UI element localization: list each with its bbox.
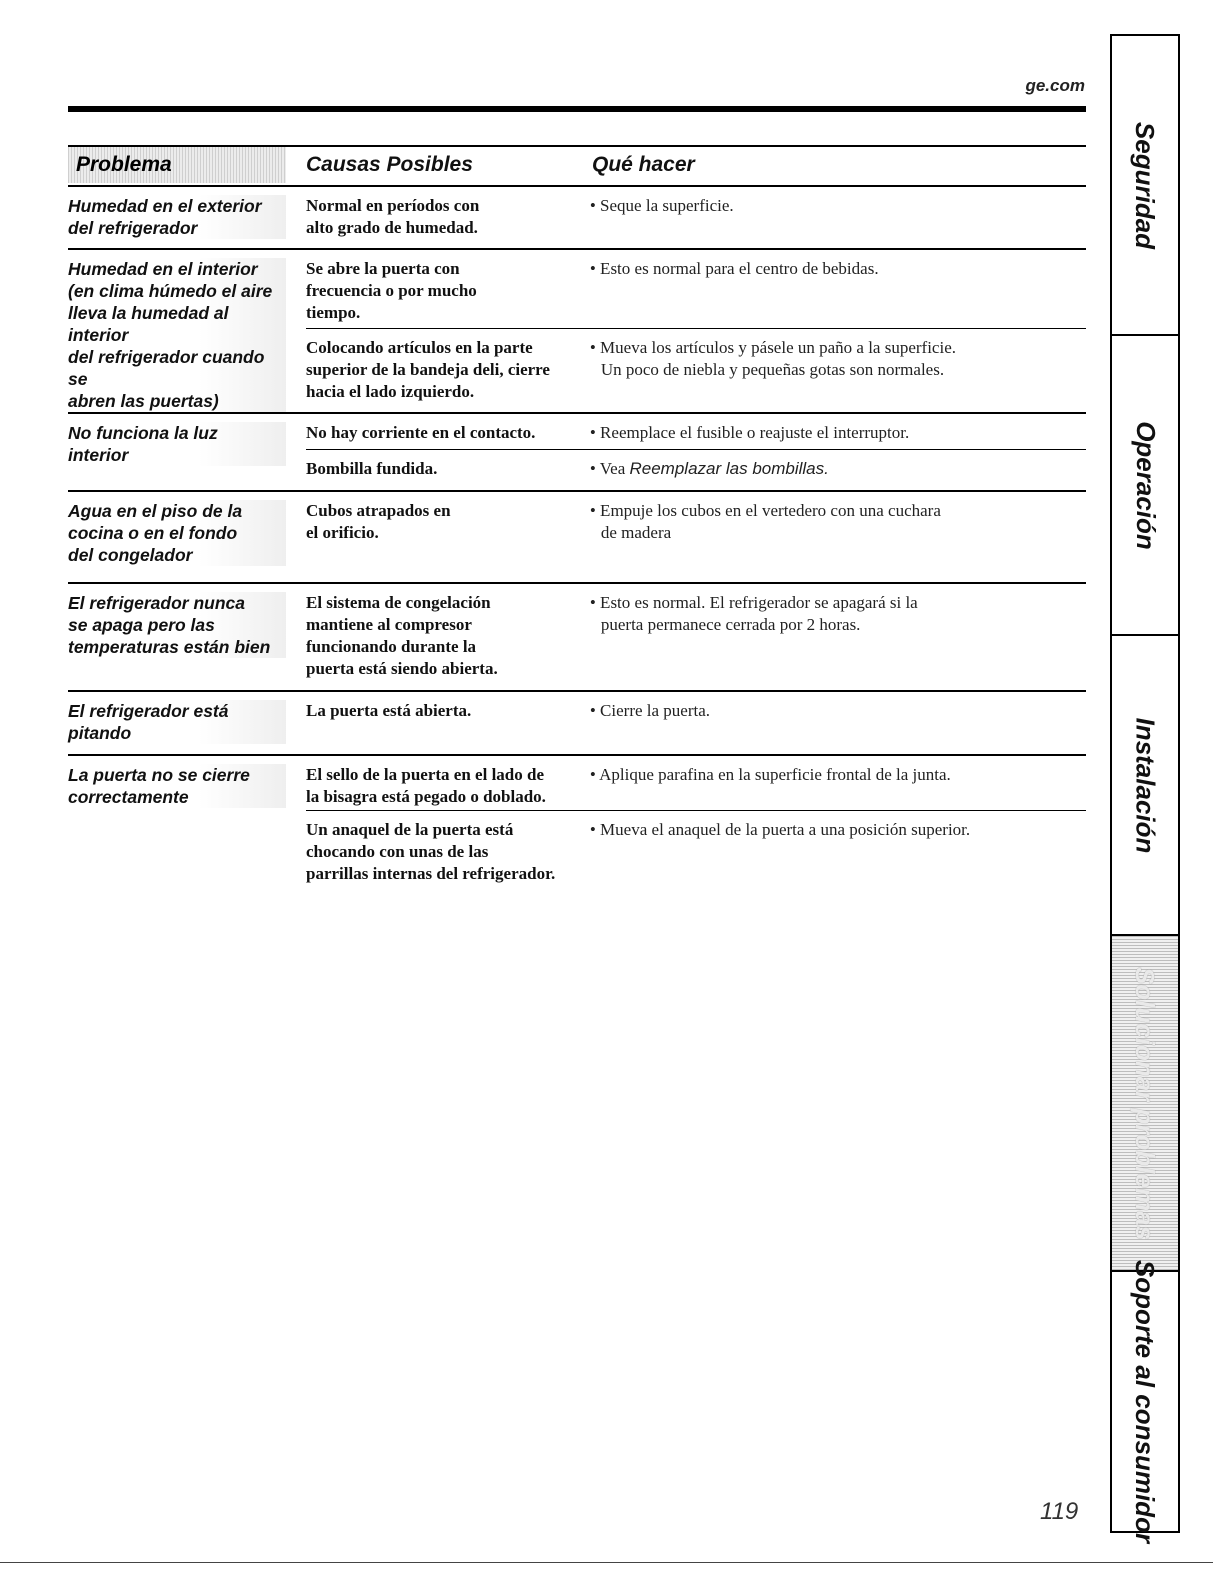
problem-cell: Humedad en el interior (en clima húmedo el aire lleva la humedad al interior del refrigerador cuando se abren las puertas) [68,258,286,412]
site-url: ge.com [1025,76,1085,95]
problem-header-cell [68,147,286,183]
fix-cell: • Mueva el anaquel de la puerta a una posición superior. [589,820,971,839]
problem-cell: Humedad en el exterior del refrigerador [68,195,286,239]
cause-cell: El sistema de congelación mantiene al compresor funcionando durante la puerta está siendo abierta. [306,593,498,678]
fix-cell: • Aplique parafina en la superficie frontal de la junta. [589,765,951,784]
fix-reference-link: Reemplazar las bombillas. [629,459,829,478]
page-number: 119 [1040,1498,1079,1525]
fix-cell: • Empuje los cubos en el vertedero con una cuchara de madera [589,501,941,542]
table-row [306,414,1086,449]
table-row [306,187,1086,249]
cause-cell: Normal en períodos con alto grado de humedad. [306,196,480,237]
problem-group-never-stops [68,584,1086,692]
problem-cell: No funciona la luz interior [68,422,286,466]
cause-cell: Bombilla fundida. [306,459,438,478]
fix-cell: • Esto es normal. El refrigerador se apagará si la puerta permanece cerrada por 2 horas. [589,593,918,634]
cause-cell: Se abre la puerta con frecuencia o por mucho tiempo. [306,259,477,322]
table-header [68,145,1086,187]
fix-header: Qué hacer [592,153,695,176]
fix-cell: • Reemplace el fusible o reajuste el interruptor. [589,423,910,442]
tab-instalacion[interactable]: Instalación [1112,636,1178,936]
cause-cell: Colocando artículos en la parte superior de la bandeja deli, cierre hacia el lado izquierdo. [306,338,550,401]
cause-cell: La puerta está abierta. [306,701,472,720]
section-tabs [1110,34,1180,1544]
problem-group-door-closing [68,756,1086,896]
table-row [306,492,1086,554]
problem-group-light [68,414,1086,492]
fix-cell: • Seque la superficie. [589,196,734,215]
problem-cell: El refrigerador está pitando [68,700,286,744]
tab-seguridad[interactable]: Seguridad [1112,36,1178,336]
table-row [306,328,1086,413]
problem-cell: El refrigerador nunca se apaga pero las temperaturas están bien [68,592,286,658]
problem-group-beeping [68,692,1086,756]
cause-cell: El sello de la puerta en el lado de la bisagra está pegado o doblado. [306,765,546,806]
table-row [306,756,1086,810]
fix-cell: • Esto es normal para el centro de bebidas. [589,259,879,278]
causes-header: Causas Posibles [306,153,473,176]
tab-operacion[interactable]: Operación [1112,336,1178,636]
problem-cell: La puerta no se cierre correctamente [68,764,286,808]
tab-solucionar-problemas[interactable]: Solucionar problemas [1112,936,1178,1272]
fix-cell: • Vea Reemplazar las bombillas. [589,459,829,478]
bottom-rule [0,1562,1213,1563]
cause-cell: No hay corriente en el contacto. [306,423,536,442]
tab-soporte-al-consumidor[interactable]: Soporte al consumidor [1130,1259,1161,1544]
problem-group-interior-humidity [68,250,1086,414]
fix-cell: • Mueva los artículos y pásele un paño a la superficie. Un poco de niebla y pequeñas gotas son normales. [589,338,956,379]
cause-cell: Cubos atrapados en el orificio. [306,501,451,542]
table-row [306,810,1086,895]
table-row [306,692,1086,732]
troubleshooting-table [68,145,1086,896]
problem-header: Problema [76,153,172,176]
fix-cell: • Cierre la puerta. [589,701,711,720]
problem-cell: Agua en el piso de la cocina o en el fondo del congelador [68,500,286,566]
problem-group-exterior-humidity [68,187,1086,250]
cause-cell: Un anaquel de la puerta está chocando con unas de las parrillas internas del refrigerador. [306,820,556,883]
problem-group-water-floor [68,492,1086,584]
table-row [306,584,1086,690]
table-row [306,449,1086,490]
top-rule [68,106,1086,112]
table-row [306,250,1086,328]
